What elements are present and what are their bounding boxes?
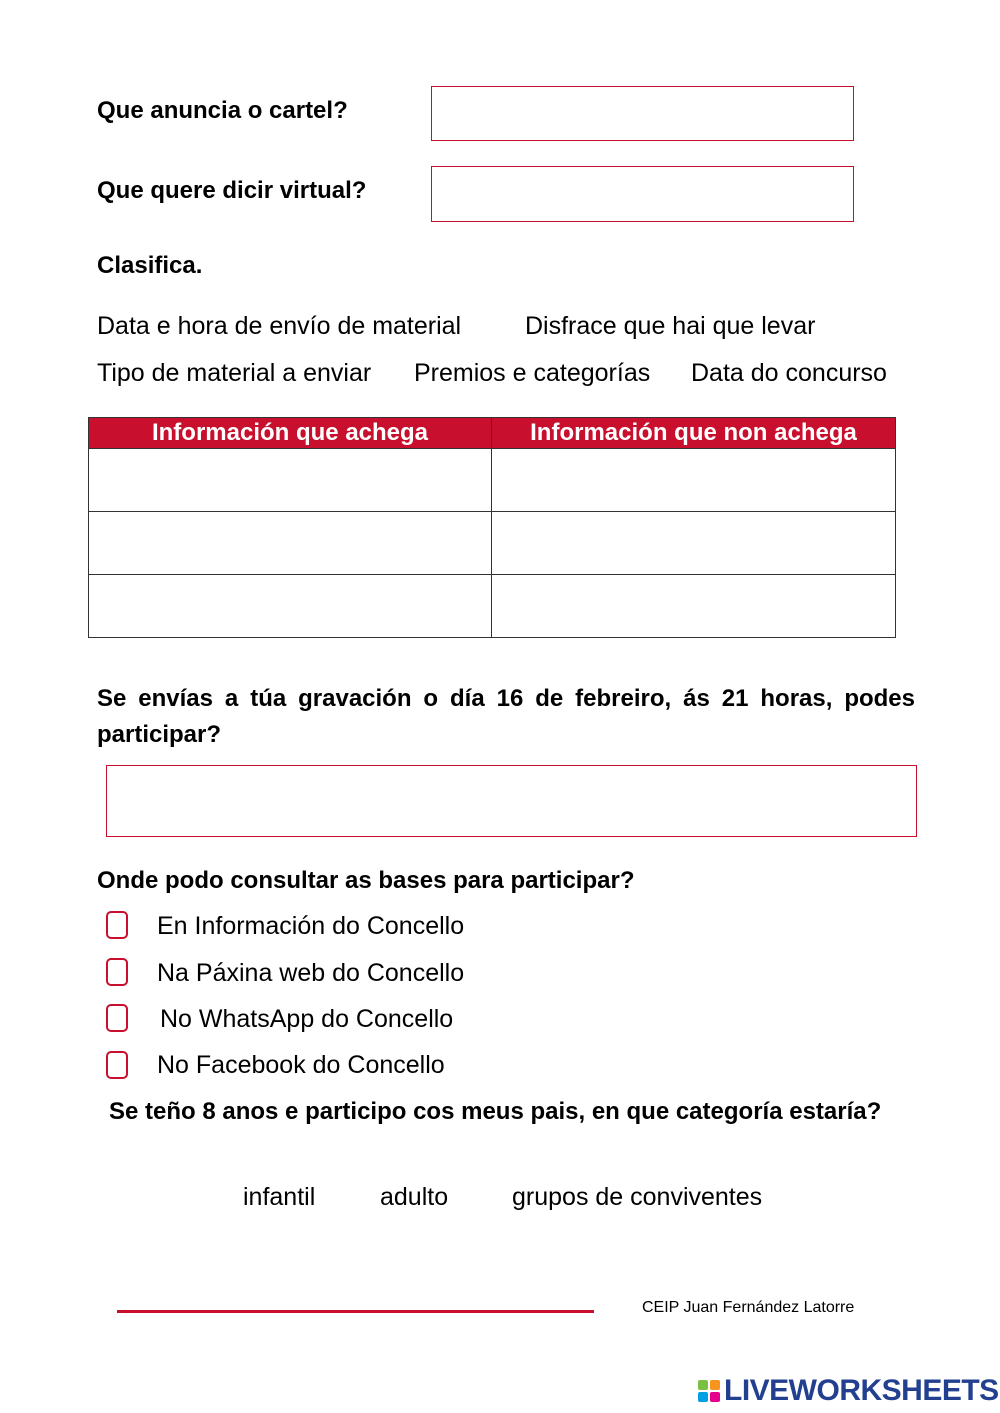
answer-input-3[interactable] (107, 766, 916, 836)
category-option-adulto[interactable]: adulto (380, 1183, 449, 1211)
answer-box-3[interactable] (106, 765, 917, 837)
footer-divider (117, 1310, 594, 1313)
checkbox-option-1[interactable] (106, 911, 128, 939)
option-label-1: En Información do Concello (157, 912, 465, 940)
footer-school-name: CEIP Juan Fernández Latorre (642, 1299, 855, 1316)
question-3: Se envías a túa gravación o día 16 de febreiro, ás 21 horas, podes participar? (97, 685, 915, 748)
question-5: Se teño 8 anos e participo cos meus pais, en que categoría estaría? (109, 1098, 882, 1125)
answer-input-2[interactable] (432, 167, 853, 221)
table-row (89, 449, 896, 512)
classify-table (88, 417, 896, 638)
answer-box-2[interactable] (431, 166, 854, 222)
drop-cell[interactable] (89, 449, 492, 512)
option-label-3: No WhatsApp do Concello (160, 1005, 454, 1033)
classify-word[interactable]: Premios e categorías (414, 359, 651, 387)
classify-word[interactable]: Data do concurso (691, 359, 887, 387)
question-2: Que quere dicir virtual? (97, 177, 367, 204)
drop-cell[interactable] (89, 575, 492, 638)
drop-cell[interactable] (492, 512, 896, 575)
checkbox-option-3[interactable] (106, 1004, 128, 1032)
classify-title: Clasifica. (97, 252, 203, 279)
table-row (89, 575, 896, 638)
checkbox-option-4[interactable] (106, 1051, 128, 1079)
category-option-infantil[interactable]: infantil (243, 1183, 316, 1211)
table-row (89, 512, 896, 575)
classify-word[interactable]: Disfrace que hai que levar (525, 312, 816, 340)
drop-cell[interactable] (492, 449, 896, 512)
table-header-not-provides: Información que non achega (492, 418, 896, 449)
liveworksheets-brand: LIVEWORKSHEETS (724, 1374, 999, 1407)
table-header-provides: Información que achega (89, 418, 492, 449)
question-4: Onde podo consultar as bases para participar? (97, 867, 635, 894)
answer-input-1[interactable] (432, 87, 853, 140)
drop-cell[interactable] (492, 575, 896, 638)
option-label-2: Na Páxina web do Concello (157, 959, 465, 987)
classify-word[interactable]: Tipo de material a enviar (97, 359, 372, 387)
answer-box-1[interactable] (431, 86, 854, 141)
category-option-grupos[interactable]: grupos de conviventes (512, 1183, 763, 1211)
checkbox-option-2[interactable] (106, 958, 128, 986)
drop-cell[interactable] (89, 512, 492, 575)
classify-word[interactable]: Data e hora de envío de material (97, 312, 462, 340)
option-label-4: No Facebook do Concello (157, 1051, 445, 1079)
liveworksheets-logo-icon (698, 1380, 720, 1402)
question-1: Que anuncia o cartel? (97, 97, 348, 124)
